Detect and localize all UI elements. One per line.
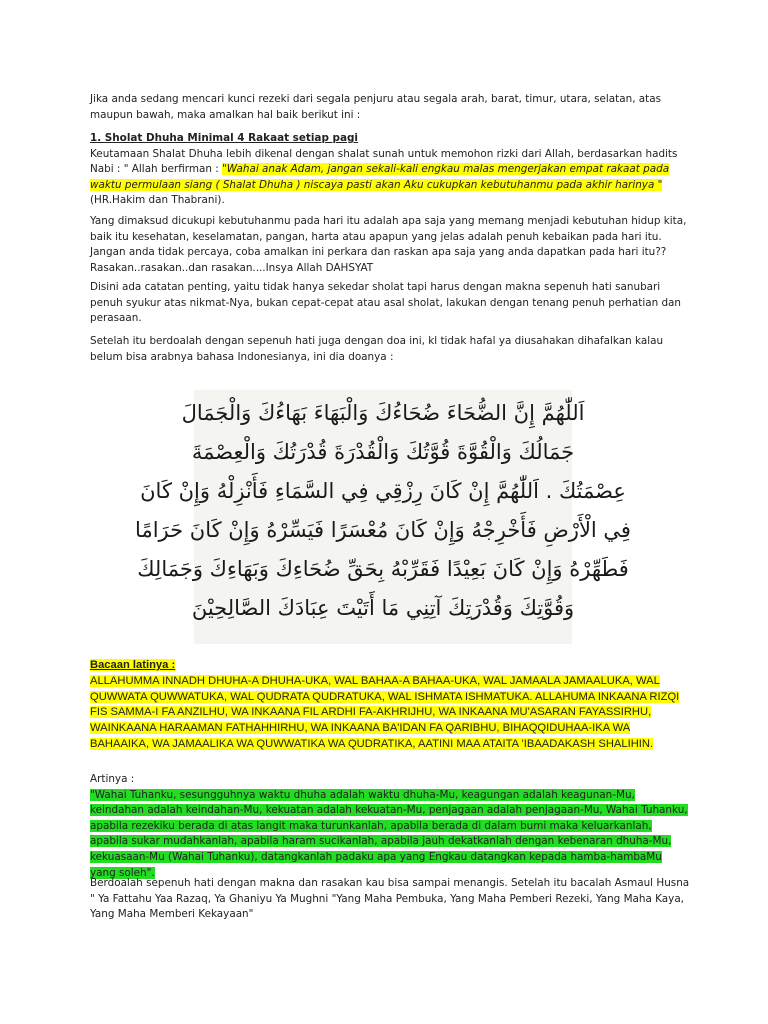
arabic-line-4: فِي الْأَرْضِ فَأَخْرِجْهُ وَإِنْ كَانَ مُعْسَرًا فَيَسِّرْهُ وَإِنْ كَانَ حَرَامًا bbox=[135, 518, 631, 542]
section-heading: 1. Sholat Dhuha Minimal 4 Rakaat setiap pagi bbox=[90, 132, 358, 144]
arabic-line-2: جَمَالُكَ وَالْقُوَّةَ قُوَّتُكَ وَالْقُدْرَةَ قُدْرَتُكَ وَالْعِصْمَةَ bbox=[191, 440, 575, 464]
latin-heading: Bacaan latinya : bbox=[90, 659, 176, 671]
hadith-quote: "Wahai anak Adam, jangan sekali-kali engkau malas mengerjakan empat rakaat pada waktu permulaan siang ( Shalat Dhuha ) niscaya pasti akan Aku cukupkan kebutuhanmu pada akhir harinya " bbox=[90, 163, 670, 191]
section-intro-line: Keutamaan Shalat Dhuha lebih dikenal dengan shalat sunah untuk memohon rizki dari Allah, berdasarkan hadits bbox=[90, 147, 678, 160]
prayer-intro-paragraph: Setelah itu berdoalah dengan sepenuh hati juga dengan doa ini, kl tidak hafal ya diusahakan dihafalkan kalau belum bisa arabnya bahasa Indonesianya, ini dia doanya : bbox=[90, 335, 664, 363]
latin-reading-section bbox=[90, 658, 690, 753]
hadith-lead: Nabi : " Allah berfirman : bbox=[90, 163, 223, 176]
latin-text: ALLAHUMMA INNADH DHUHA-A DHUHA-UKA, WAL BAHAA-A BAHAA-UKA, WAL JAMAALA JAMAALUKA, WAL QUWWATA QUWWATUKA, WAL QUDRATA QUDRATUKA, WAL ISHMATA ISHMATUKA. ALLAHUMA INKAANA RIZQI FIS SAMMA-I FA ANZILHU, WA INKAANA FIL ARDHI FA-AKHRIJHU, WA INKAANA MU'ASARAN FAYASSIRHU, WAINKAANA HARAAMAN FATHAHHIRHU, WA INKAANA BA'IDAN FA QARIBHU, BIHAQQIDUHAA-IKA WA BAHAAIKA, WA JAMAALIKA WA QUWWATIKA WA QUDRATIKA, AATINI MAA ATAITA 'IBAADAKASH SHALIHIN. bbox=[90, 674, 680, 750]
arabic-prayer-image bbox=[135, 390, 631, 644]
arabic-line-5: فَطَهِّرْهُ وَإِنْ كَانَ بَعِيْدًا فَقَرِّبْهُ بِحَقِّ ضُحَاءِكَ وَبَهَاءِكَ وَجَمَالِكَ bbox=[137, 557, 629, 581]
section-text bbox=[90, 147, 690, 209]
intro-paragraph: Jika anda sedang mencari kunci rezeki dari segala penjuru atau segala arah, barat, timur, utara, selatan, atas maupun bawah, maka amalkan hal baik berikut ini : bbox=[90, 93, 662, 121]
explanation-paragraph: Yang dimaksud dicukupi kebutuhanmu pada hari itu adalah apa saja yang memang menjadi kebutuhan hidup kita, baik itu kesehatan, keselamatan, pangan, harta atau apapun yang jelas adalah penuh kebaikan pada hari itu. Jangan anda tidak percaya, coba amalkan ini perkara dan raskan apa saja yang anda dapatkan pada hari itu?? Rasakan..rasakan..dan rasakan....Insya Allah DAHSYAT bbox=[90, 215, 687, 274]
closing-paragraph: Berdoalah sepenuh hati dengan makna dan rasakan kau bisa sampai menangis. Setelah itu bacalah Asmaul Husna " Ya Fattahu Yaa Razaq, Ya Ghaniyu Ya Mughni "Yang Maha Pembuka, Yang Maha Pemberi Rezeki, Yang Maha Kaya, Yang Maha Memberi Kekayaan" bbox=[90, 877, 690, 921]
note-paragraph: Disini ada catatan penting, yaitu tidak hanya sekedar sholat tapi harus dengan makna sepenuh hati sanubari penuh syukur atas nikmat-Nya, bukan cepat-cepat atau asal sholat, lakukan dengan tenang penuh perhatian dan perasaan. bbox=[90, 281, 682, 325]
translation-label: Artinya : bbox=[90, 773, 135, 785]
arabic-line-6: وَقُوَّتِكَ وَقُدْرَتِكَ آتِنِي مَا أَتَيْتَ عِبَادَكَ الصَّالِحِيْنَ bbox=[191, 596, 575, 620]
arabic-line-3: عِصْمَتُكَ . اَللّٰهُمَّ إِنْ كَانَ رِزْقِي فِي السَّمَاءِ فَأَنْزِلْهُ وَإِنْ كَانَ bbox=[140, 479, 626, 503]
section-sholat-dhuha bbox=[90, 131, 690, 209]
translation-text: "Wahai Tuhanku, sesungguhnya waktu dhuha adalah waktu dhuha-Mu, keagungan adalah keagunan-Mu, keindahan adalah keindahan-Mu, kekuatan adalah kekuatan-Mu, penjagaan adalah penjagaan-Mu, Wahai Tuhanku, apabila rezekiku berada di atas langit maka turunkanlah, apabila berada di dalam bumi maka keluarkanlah, apabila sukar mudahkanlah, apabila haram sucikanlah, apabila jauh dekatkanlah dengan kebenaran dhuha-Mu, kekuasaan-Mu (Wahai Tuhanku), datangkanlah padaku apa yang Engkau datangkan kepada hamba-hambaMu yang soleh". bbox=[90, 788, 688, 879]
arabic-line-1: اَللّٰهُمَّ إِنَّ الضُّحَاءَ ضُحَاءُكَ وَالْبَهَاءَ بَهَاءُكَ وَالْجَمَالَ bbox=[181, 401, 585, 425]
hadith-source: (HR.Hakim dan Thabrani). bbox=[90, 194, 225, 207]
translation-section bbox=[90, 772, 690, 881]
